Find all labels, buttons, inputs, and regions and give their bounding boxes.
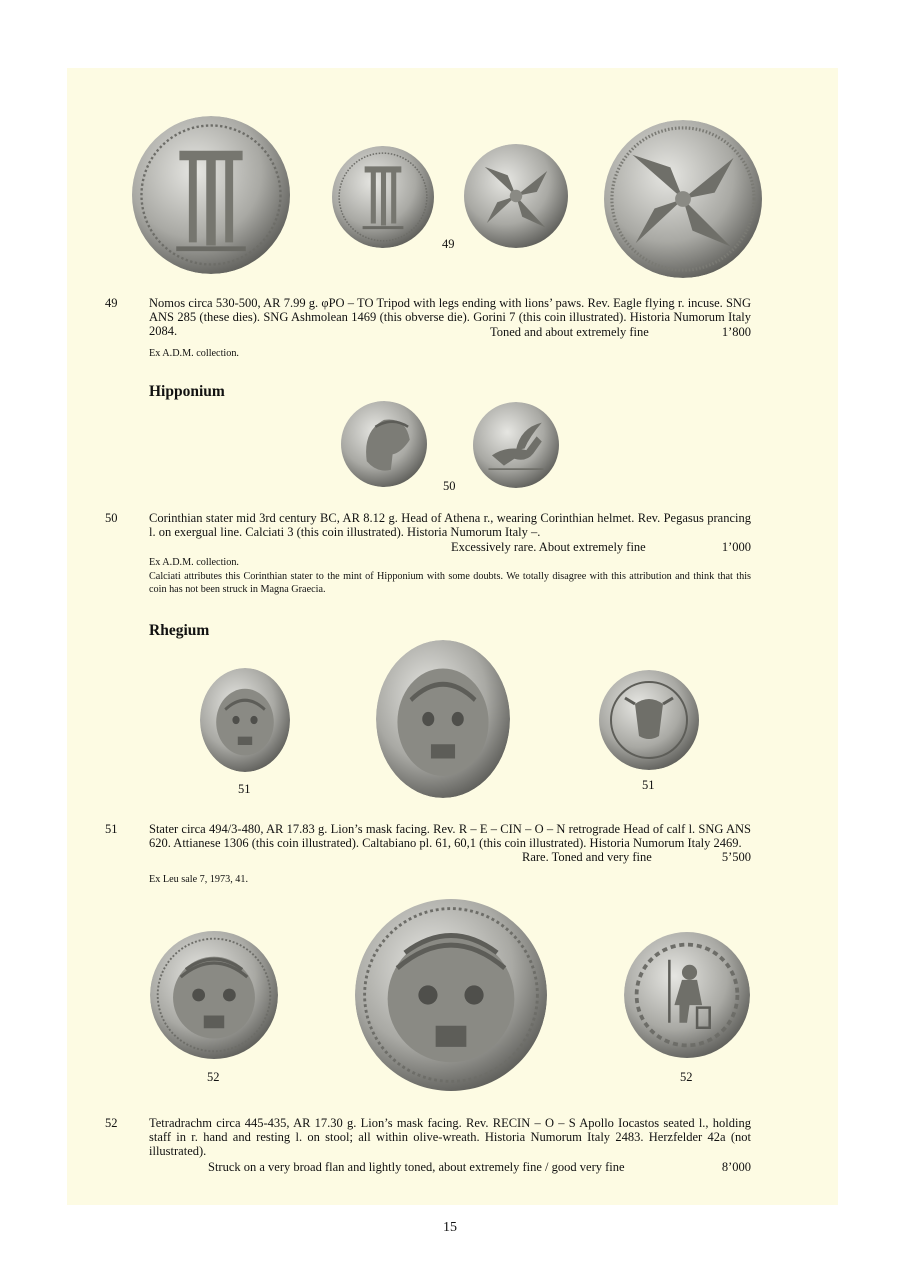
lot-49-price: 1’800: [721, 325, 751, 339]
coin-49-eagle-reverse-image: [462, 144, 570, 248]
lot-51-price: 5’500: [721, 850, 751, 864]
coin-label-50: 50: [443, 479, 456, 493]
coin-51-lion-mask-obverse-image: [200, 668, 290, 772]
coin-50-athena-obverse-image: [340, 401, 428, 487]
lot-number-50: 50: [105, 511, 118, 525]
lot-51-provenance: Ex Leu sale 7, 1973, 41.: [149, 874, 249, 885]
lot-50-description: Corinthian stater mid 3rd century BC, AR 8.12 g. Head of Athena r., wearing Corinthian helmet. Rev. Pegasus prancing l. on exergual line. Calciati 3 (this coin illustrated). Historia Numorum Italy –.: [149, 511, 751, 539]
section-heading-hipponium: Hipponium: [149, 383, 225, 400]
coin-52-lion-mask-obverse-image: [150, 930, 278, 1060]
coin-label-52-left: 52: [207, 1070, 220, 1084]
coin-label-52-right: 52: [680, 1070, 693, 1084]
coin-51-lion-mask-obverse-large-image: [376, 640, 510, 798]
lot-50-grade: Excessively rare. About extremely fine: [451, 540, 646, 554]
coin-label-49: 49: [442, 237, 455, 251]
coin-49-eagle-reverse-large-image: [602, 120, 764, 278]
lot-52-grade: Struck on a very broad flan and lightly toned, about extremely fine / good very fine: [208, 1160, 625, 1174]
coin-label-51-right: 51: [642, 778, 655, 792]
lot-52-description: Tetradrachm circa 445-435, AR 17.30 g. Lion’s mask facing. Rev. RECIN – O – S Apollo Iocastos seated l., holding staff in r. hand and resting l. on stool; all within olive-wreath. Historia Numorum Italy 2483. Herzfelder 42a (not illustrated).: [149, 1116, 751, 1158]
coin-49-tripod-obverse-image: [330, 146, 436, 248]
lot-51-grade: Rare. Toned and very fine: [522, 850, 652, 864]
lot-number-51: 51: [105, 822, 118, 836]
coin-label-51-left: 51: [238, 782, 251, 796]
lot-number-49: 49: [105, 296, 118, 310]
lot-49-grade: Toned and about extremely fine: [490, 325, 649, 339]
page-number: 15: [443, 1220, 457, 1235]
lot-51-description: Stater circa 494/3-480, AR 17.83 g. Lion’s mask facing. Rev. R – E – CIN – O – N retrograde Head of calf l. SNG ANS 620. Attianese 1306 (this coin illustrated). Caltabiano pl. 61, 60,1 (this coin illustrated). Historia Numorum Italy 2469.: [149, 822, 751, 850]
coin-50-pegasus-reverse-image: [472, 402, 560, 488]
lot-50-attribution-note: Calciati attributes this Corinthian stater to the mint of Hipponium with some doubts. We totally disagree with this attribution and think that this coin has not been struck in Magna Graecia.: [149, 571, 751, 595]
coin-52-lion-mask-obverse-large-image: [355, 898, 547, 1092]
coin-49-tripod-obverse-large-image: [130, 116, 292, 274]
lot-50-price: 1’000: [721, 540, 751, 554]
lot-49-description: Nomos circa 530-500, AR 7.99 g. φPO – TO Tripod with legs ending with lions’ paws. Rev. Eagle flying r. incuse. SNG ANS 285 (these dies). SNG Ashmolean 1469 (this obverse die). Gorini 7 (this coin illustrated). Historia Numorum Italy 2084.: [149, 296, 751, 338]
section-heading-rhegium: Rhegium: [149, 622, 210, 639]
lot-number-52: 52: [105, 1116, 118, 1130]
lot-52-price: 8’000: [721, 1160, 751, 1174]
coin-52-apollo-seated-reverse-image: [624, 930, 750, 1060]
lot-50-provenance: Ex A.D.M. collection.: [149, 557, 239, 568]
coin-51-calf-head-reverse-image: [598, 670, 700, 770]
lot-49-provenance: Ex A.D.M. collection.: [149, 348, 239, 359]
